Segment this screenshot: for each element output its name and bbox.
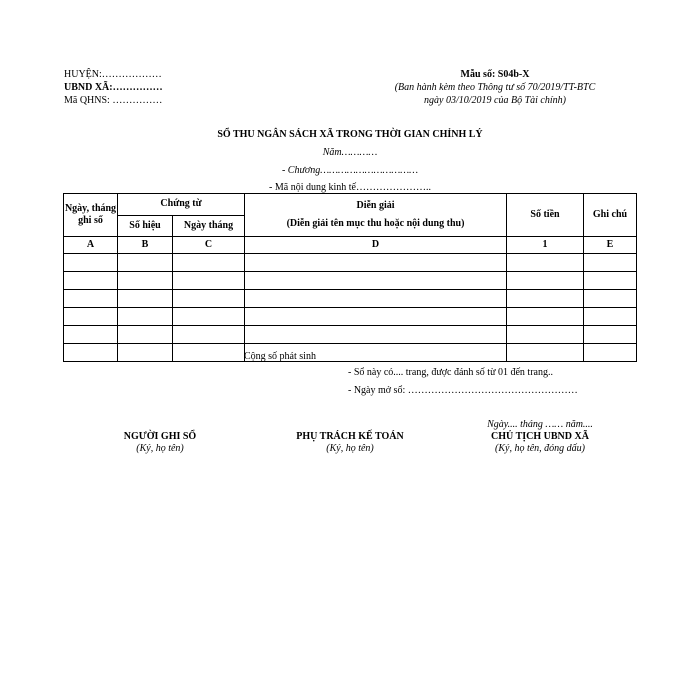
col-desc-title: Diễn giải [356,200,395,211]
district-field: HUYỆN:……………… [64,69,162,80]
col-amount-header: Số tiền [507,194,584,237]
commune-field: UBND XÃ:…………… [64,82,163,93]
code-cell: A [64,237,118,254]
page-title: SỔ THU NGÂN SÁCH XÃ TRONG THỜI GIAN CHỈNH LÝ [217,129,483,140]
signer-recorder-note: (Ký, họ tên) [136,443,184,454]
table-header-row [64,194,637,216]
column-code-row [64,237,637,254]
qhns-field: Mã QHNS: …………… [64,95,163,106]
issued-date: ngày 03/10/2019 của Bộ Tài chính) [424,95,566,106]
code-cell: 1 [507,237,584,254]
open-date-line: - Ngày mở sổ: …………………………………………… [348,385,578,396]
code-cell: E [584,237,637,254]
signer-chairman-note: (Ký, họ tên, đóng dấu) [495,443,585,454]
chapter-line: - Chương…………………………… [281,165,419,176]
col-desc-header [245,194,507,237]
col-number-header: Số hiệu [118,215,173,237]
ledger-table [63,193,637,362]
col-voucher-header: Chứng từ [118,194,245,216]
form-number: Mẫu số: S04b-X [460,69,530,80]
col-note-header: Ghi chú [584,194,637,237]
table-row [64,290,637,308]
table-row [64,254,637,272]
year-line: Năm………… [322,147,378,158]
col-date-header: Ngày, tháng ghi sổ [64,194,118,237]
table-row [64,272,637,290]
content-code-line: - Mã nội dung kinh tế………………….. [269,182,431,193]
signer-accountant-title: PHỤ TRÁCH KẾ TOÁN [296,431,404,442]
table-row [64,308,637,326]
issued-by: (Ban hành kèm theo Thông tư số 70/2019/TT-BTC [394,82,596,93]
total-row [64,344,637,362]
col-voucher-date-header: Ngày tháng [173,215,245,237]
pages-line: - Sổ này có.... trang, được đánh số từ 01 đến trang.. [348,367,553,378]
col-desc-subtitle: (Diễn giải tên mục thu hoặc nội dung thu) [286,218,465,229]
sign-date: Ngày.... tháng …… năm.... [487,419,593,430]
signer-recorder-title: NGƯỜI GHI SỔ [123,431,197,442]
code-cell: C [173,237,245,254]
code-cell: D [245,237,507,254]
table-row [64,326,637,344]
total-label: Cộng số phát sinh [245,344,507,362]
signer-accountant-note: (Ký, họ tên) [326,443,374,454]
code-cell: B [118,237,173,254]
signer-chairman-title: CHỦ TỊCH UBND XÃ [491,431,589,442]
